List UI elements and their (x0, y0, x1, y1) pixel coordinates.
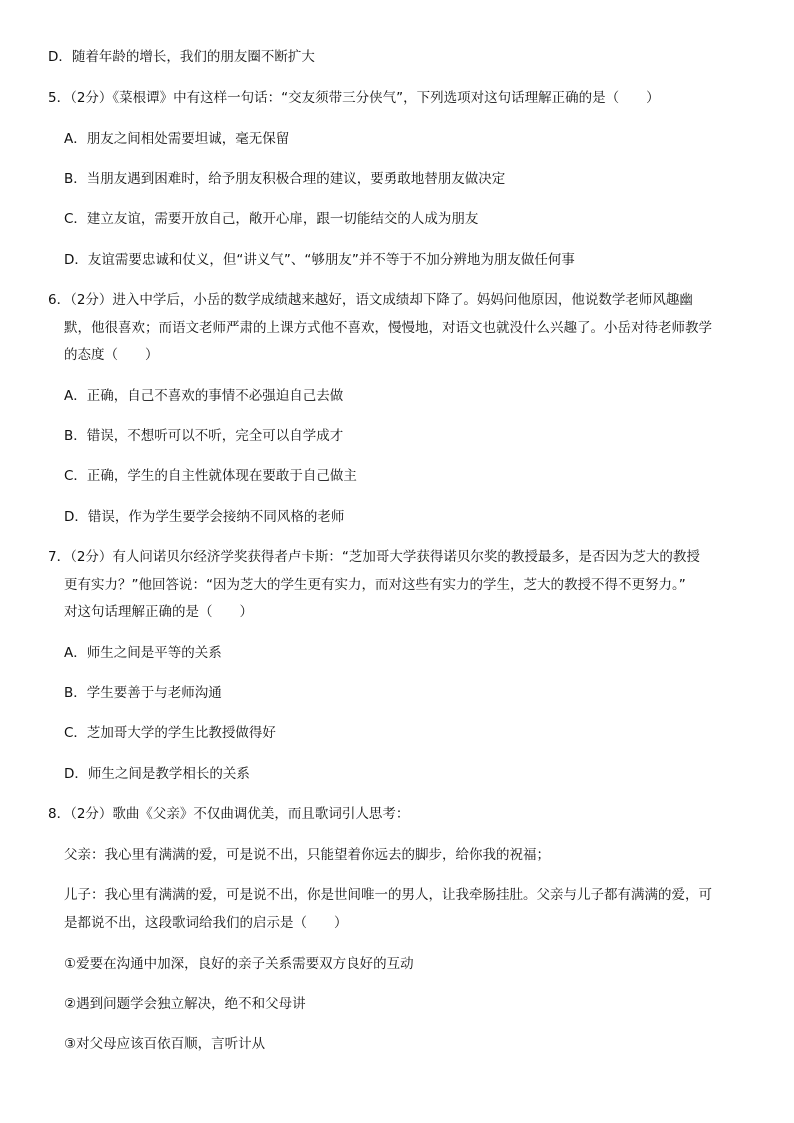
q6-option-b: B．错误，不想听可以不听，完全可以自学成才 (64, 428, 344, 444)
q6-option-a: A．正确，自己不喜欢的事情不必强迫自己去做 (64, 388, 344, 404)
q7-option-d: D．师生之间是教学相长的关系 (64, 766, 250, 782)
q7-stem-line: 更有实力？”他回答说：“因为芝大的学生更有实力，而对这些有实力的学生，芝大的教授不得不更努力。” (64, 577, 686, 593)
q8-statement-2: ②遇到问题学会独立解决，绝不和父母讲 (64, 996, 306, 1012)
q8-lyric-father: 父亲：我心里有满满的爱，可是说不出，只能望着你远去的脚步，给你我的祝福； (64, 847, 550, 863)
q4-option-d: D．随着年龄的增长，我们的朋友圈不断扩大 (48, 49, 315, 65)
q7-option-b: B．学生要善于与老师沟通 (64, 685, 222, 701)
q7-option-c: C．芝加哥大学的学生比教授做得好 (64, 725, 276, 741)
q8-statement-3: ③对父母应该百依百顺，言听计从 (64, 1036, 266, 1052)
q5-option-d: D．友谊需要忠诚和仗义，但“讲义气”、“够朋友”并不等于不加分辨地为朋友做任何事 (64, 252, 575, 268)
q8-stem: 8．（2分）歌曲《父亲》不仅曲调优美，而且歌词引人思考： (48, 806, 410, 822)
q6-stem-line: 默，他很喜欢；而语文老师严肃的上课方式他不喜欢，慢慢地，对语文也就没什么兴趣了。小岳对待老师教学 (64, 320, 712, 336)
q8-statement-1: ①爱要在沟通中加深，良好的亲子关系需要双方良好的互动 (64, 956, 414, 972)
q6-stem-line: 的态度（ ） (64, 347, 159, 363)
q6-stem-line: 6．（2分）进入中学后，小岳的数学成绩越来越好，语文成绩却下降了。妈妈问他原因，他说数学老师风趣幽 (48, 292, 693, 308)
q7-option-a: A．师生之间是平等的关系 (64, 645, 222, 661)
q5-option-b: B．当朋友遇到困难时，给予朋友积极合理的建议，要勇敢地替朋友做决定 (64, 171, 506, 187)
q6-option-c: C．正确，学生的自主性就体现在要敢于自己做主 (64, 468, 357, 484)
q7-stem-line: 对这句话理解正确的是（ ） (64, 604, 253, 620)
q8-lyric-son: 儿子：我心里有满满的爱，可是说不出，你是世间唯一的男人，让我牵肠挂肚。父亲与儿子都有满满的爱，可 (64, 887, 712, 903)
q5-option-a: A．朋友之间相处需要坦诚，毫无保留 (64, 131, 290, 147)
q8-lyric-son: 是都说不出，这段歌词给我们的启示是（ ） (64, 915, 348, 931)
q7-stem-line: 7．（2分）有人问诺贝尔经济学奖获得者卢卡斯：“芝加哥大学获得诺贝尔奖的教授最多，是否因为芝大的教授 (48, 549, 700, 565)
q5-option-c: C．建立友谊，需要开放自己，敞开心扉，跟一切能结交的人成为朋友 (64, 211, 479, 227)
q5-stem: 5．（2分）《菜根谭》中有这样一句话：“交友须带三分侠气”，下列选项对这句话理解正确的是（ ） (48, 90, 660, 106)
q6-option-d: D．错误，作为学生要学会接纳不同风格的老师 (64, 509, 345, 525)
